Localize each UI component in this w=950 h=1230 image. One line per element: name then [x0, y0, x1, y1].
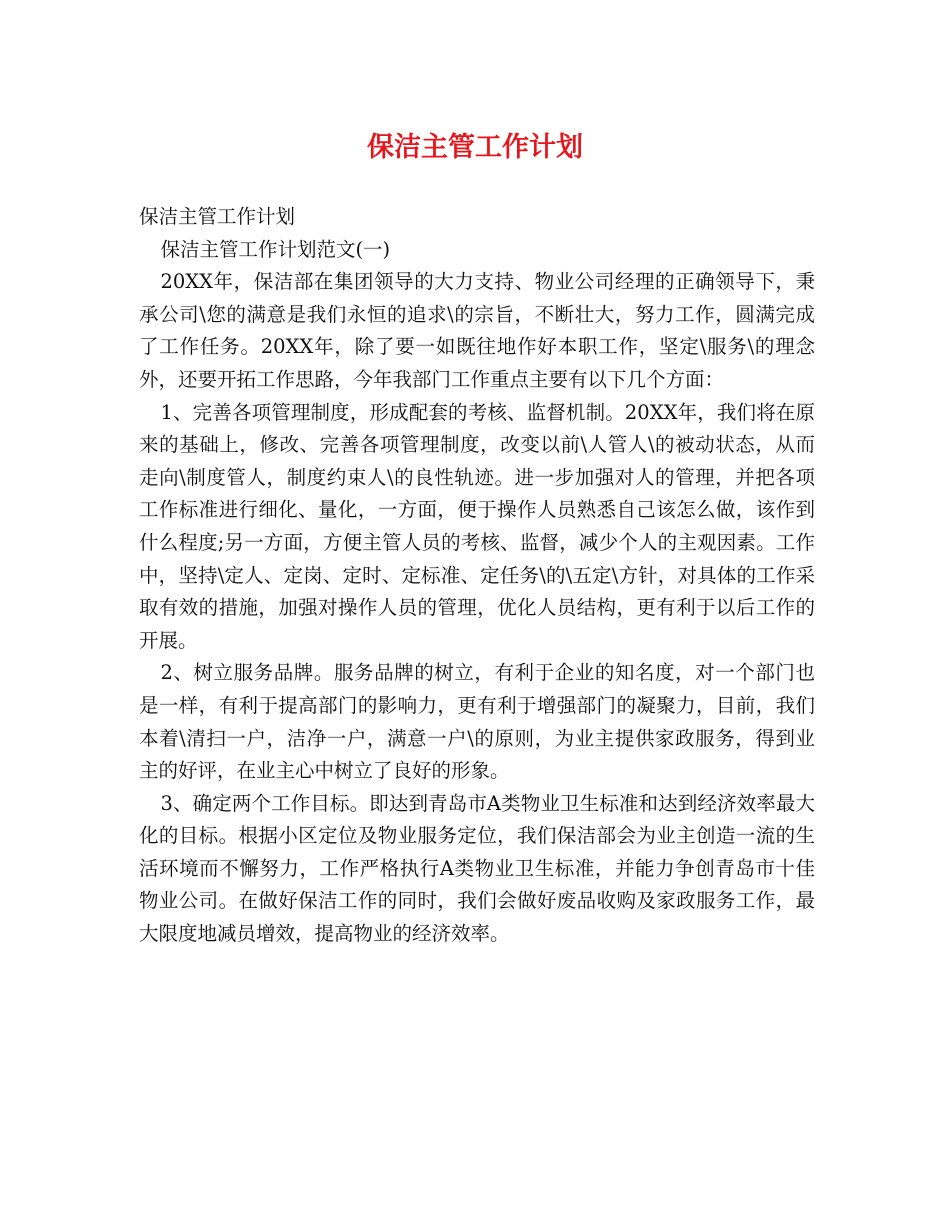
document-body	[139, 201, 815, 951]
section-heading: 保洁主管工作计划	[139, 205, 296, 228]
paragraph-intro: 20XX年，保洁部在集团领导的大力支持、物业公司经理的正确领导下，秉承公司\您的满意是我们永恒的追求\的宗旨，不断壮大，努力工作，圆满完成了工作任务。20XX年，除了要一如既往地作好本职工作，坚定\服务\的理念外，还要开拓工作思路，今年我部门工作重点主要有以下几个方面：	[139, 270, 815, 391]
subheading: 保洁主管工作计划范文(一)	[160, 237, 391, 261]
document-title: 保洁主管工作计划	[367, 132, 583, 163]
paragraph-item-2: 2、树立服务品牌。服务品牌的树立，有利于企业的知名度，对一个部门也是一样，有利于提高部门的影响力，更有利于增强部门的凝聚力，目前，我们本着\清扫一户，洁净一户，满意一户\的原则，为业主提供家政服务，得到业主的好评，在业主心中树立了良好的形象。	[139, 661, 815, 783]
paragraph-item-3: 3、确定两个工作目标。即达到青岛市A类物业卫生标准和达到经济效率最大化的目标。根据小区定位及物业服务定位，我们保洁部会为业主创造一流的生活环境而不懈努力，工作严格执行A类物业卫生标准，并能力争创青岛市十佳物业公司。在做好保洁工作的同时，我们会做好废品收购及家政服务工作，最大限度地减员增效，提高物业的经济效率。	[139, 791, 815, 946]
paragraph-item-1: 1、完善各项管理制度，形成配套的考核、监督机制。20XX年，我们将在原来的基础上，修改、完善各项管理制度，改变以前\人管人\的被动状态，从而走向\制度管人，制度约束人\的良性轨迹。进一步加强对人的管理，并把各项工作标准进行细化、量化，一方面，便于操作人员熟悉自己该怎么做，该作到什么程度;另一方面，方便主管人员的考核、监督，减少个人的主观因素。工作中，坚持\定人、定岗、定时、定标准、定任务\的\五定\方针，对具体的工作采取有效的措施，加强对操作人员的管理，优化人员结构，更有利于以后工作的开展。	[139, 400, 815, 652]
